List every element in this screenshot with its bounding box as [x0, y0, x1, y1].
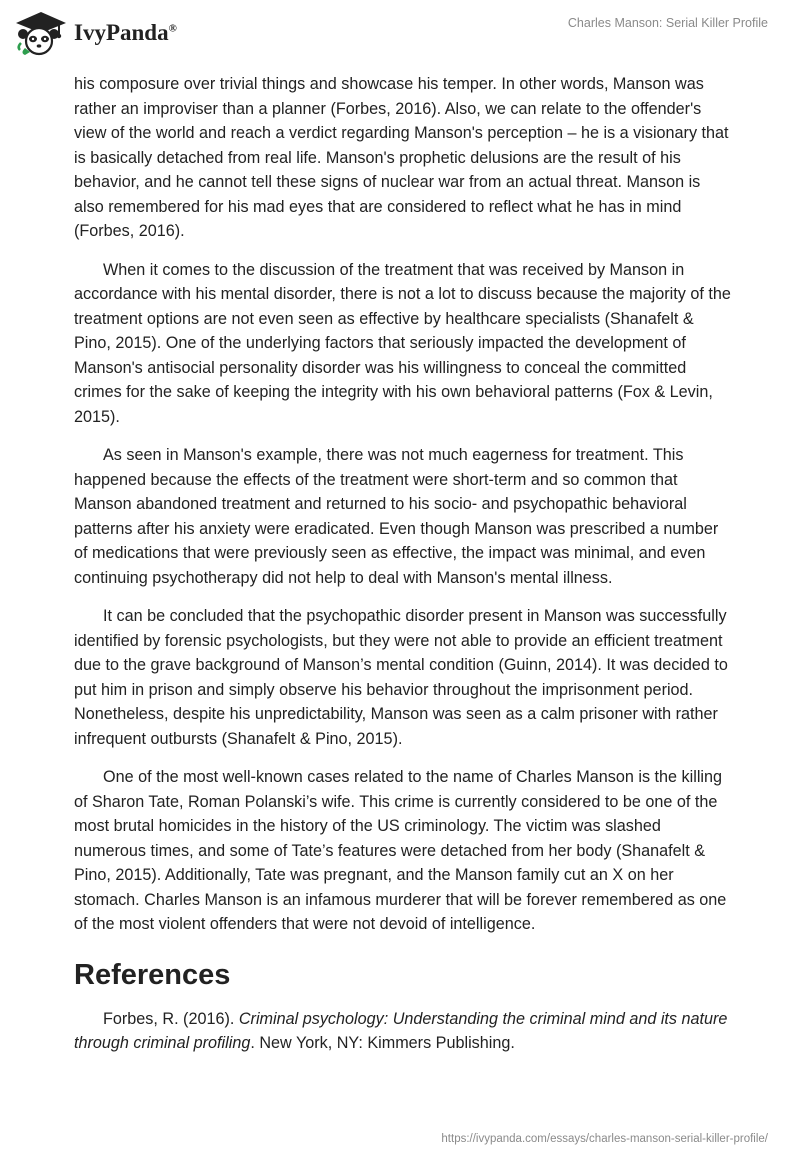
- reference-item: [74, 1007, 734, 1056]
- reference-publisher: . New York, NY: Kimmers Publishing.: [250, 1034, 515, 1052]
- panda-graduate-icon: [12, 8, 70, 56]
- paragraph: his composure over trivial things and showcase his temper. In other words, Manson was rather an improviser than a planner (Forbes, 2016). Also, we can relate to the offender's view of the world and reach a verdict regarding Manson's perception – he is a visionary that is basically detached from real life. Manson's prophetic delusions are the result of his behavior, and he cannot tell these signs of nuclear war from an actual threat. Manson is also remembered for his mad eyes that are considered to reflect what he has in mind (Forbes, 2016).: [74, 75, 729, 240]
- paragraph: One of the most well-known cases related to the name of Charles Manson is the killing of Sharon Tate, Roman Polanski’s wife. This crime is currently considered to be one of the most brutal homicides in the history of the US criminology. The victim was slashed numerous times, and some of Tate’s features were detached from her body (Shanafelt & Pino, 2015). Additionally, Tate was pregnant, and the Manson family cut an X on her stomach. Charles Manson is an infamous murderer that will be forever remembered as one of the most violent offenders that were not devoid of intelligence.: [74, 768, 727, 933]
- essay-body: [74, 72, 734, 1070]
- source-url[interactable]: https://ivypanda.com/essays/charles-manson-serial-killer-profile/: [441, 1133, 768, 1145]
- reference-title: Criminal psychology: Understanding the criminal mind and its nature through criminal profiling: [74, 1009, 728, 1052]
- brand-name: IvyPanda®: [74, 20, 177, 45]
- reference-author: Forbes, R. (2016).: [103, 1009, 239, 1028]
- references-heading: References: [74, 958, 231, 991]
- paragraph: It can be concluded that the psychopathic disorder present in Manson was successfully identified by forensic psychologists, but they were not able to provide an efficient treatment due to the grave background of Manson’s mental condition (Guinn, 2014). It was decided to put him in prison and simply observe his behavior throughout the imprisonment period. Nonetheless, despite his unpredictability, Manson was seen as a calm prisoner with rather infrequent outbursts (Shanafelt & Pino, 2015).: [74, 607, 728, 748]
- running-title: Charles Manson: Serial Killer Profile: [567, 16, 768, 30]
- paragraph: As seen in Manson's example, there was not much eagerness for treatment. This happened because the effects of the treatment were short-term and so common that Manson abandoned treatment and returned to his socio- and psychopathic behavioral patterns after his anxiety were eradicated. Even though Manson was prescribed a number of medications that were previously seen as effective, the impact was minimal, and even continuing psychotherapy did not help to deal with Manson's mental illness.: [74, 446, 719, 587]
- brand-logo[interactable]: [12, 8, 177, 56]
- paragraph: When it comes to the discussion of the treatment that was received by Manson in accordance with his mental disorder, there is not a lot to discuss because the majority of the treatment options are not even seen as effective by healthcare specialists (Shanafelt & Pino, 2015). One of the underlying factors that seriously impacted the development of Manson's antisocial personality disorder was his willingness to conceal the committed crimes for the sake of keeping the integrity with his own behavioral patterns (Fox & Levin, 2015).: [74, 260, 731, 426]
